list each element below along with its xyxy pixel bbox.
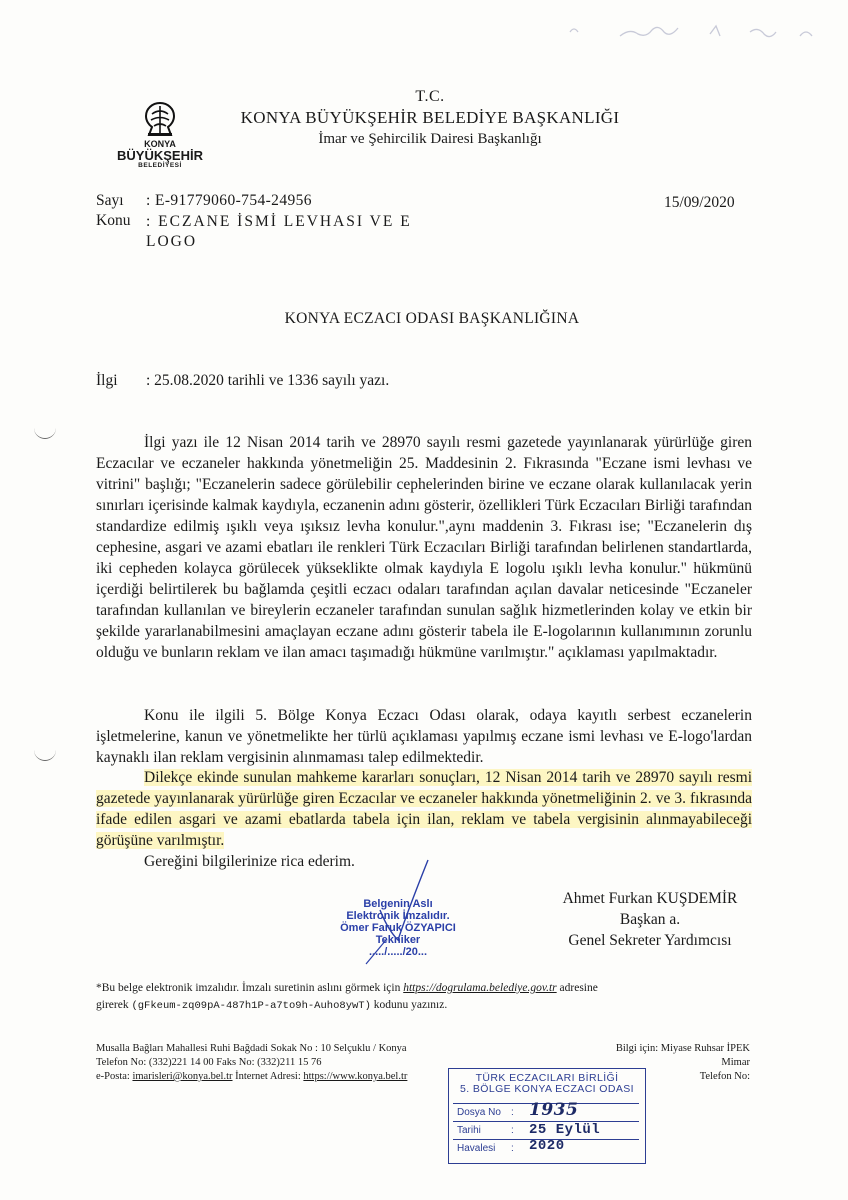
paragraph-1: İlgi yazı ile 12 Nisan 2014 tarih ve 28970 sayılı resmi gazetede yayınlanarak yürürlüğe giren Eczacılar ve eczaneler hakkında yönetmeliğin 25. Maddesinin 2. Fıkrasında "Eczane ismi levhası ve vitrini" başlığı; "Eczanelerin sadece görülebilir cephelerinden birine ve eczane olarak kullanılacak yerin sınırları içerisinde kalmak kaydıyla, eczanenin adını gösterir, özellikleri Türk Eczacıları Birliği tarafından standardize edilmiş ışıklı veya ışıksız levha konulur.",aynı maddenin 3. Fıkrası ise; "Eczanelerin dış cephesine, asgari ve azami ebatları ile renkleri Türk Eczacıları Birliği tarafından belirlenen standartlarda, iki cepheden kolayca görülecek yükseklikte olmak kaydıyla E logolu ışıklı levha konulur." hükmünü içerdiği belirtilerek bu bağlamda çeşitli eczacı odaları tarafından açılan davalar neticesinde "Eczaneler tarafından kullanılan ve bireylerin eczaneler tarafından sunulan sağlık hizmetlerinden kolay ve etkin bir şekilde yararlanabilmesini amaçlayan eczane adını gösterir tabela ile E-logolarının kullanımının zorunlu olduğu ve bunların reklam ve ilan amacı taşımadığı hükmüne varılmıştır." açıklaması yapılmaktadır. xyxy=(96,434,752,661)
header-institution: KONYA BÜYÜKŞEHİR BELEDİYE BAŞKANLIĞI xyxy=(240,108,620,127)
addressee: KONYA ECZACI ODASI BAŞKANLIĞINA xyxy=(284,310,580,327)
highlighted-text: Dilekçe ekinde sunulan mahkeme kararları sonuçları, 12 Nisan 2014 tarih ve 28970 sayılı resmi gazetede yayınlanarak yürürlüğe giren Eczacılar ve eczaneler hakkında yönetmeliğinin 2. ve 3. fıkrasında ifade edilen asgari ve azami ebatlarda tabela için ilan, reklam ve tabela vergisinin alınmayabileceği görüşüne varılmıştır. xyxy=(96,769,752,849)
margin-scribble xyxy=(560,10,830,50)
sayi-value: : E-91779060-754-24956 xyxy=(146,192,312,209)
stamp-row-havale xyxy=(453,1139,639,1158)
stamp-copy-line-3: Ömer Faruk ÖZYAPICI xyxy=(340,922,456,934)
email-link[interactable]: imarisleri@konya.bel.tr xyxy=(132,1071,233,1082)
paragraph-4: Gereğini bilgilerinize rica ederim. xyxy=(144,853,355,870)
dosya-label: Dosya No xyxy=(457,1107,501,1118)
dosya-value: 1935 xyxy=(529,1100,579,1120)
havale-label: Havalesi xyxy=(457,1143,496,1154)
havale-colon: : xyxy=(511,1143,514,1154)
web-link[interactable]: https://www.konya.bel.tr xyxy=(303,1071,408,1082)
sayi-label: Sayı xyxy=(96,192,124,209)
signatory-title-1: Başkan a. xyxy=(619,911,681,928)
contact-info: Bilgi için: Miyase Ruhsar İPEK xyxy=(615,1043,750,1054)
header-tc: T.C. xyxy=(415,88,445,105)
verification-code: (gFkeum-zq09pA-487h1P-a7to9h-Auho8ywT) xyxy=(131,1000,371,1012)
ilgi-label: İlgi xyxy=(96,372,118,389)
email-label: e-Posta: xyxy=(96,1071,130,1082)
signatory-title-2: Genel Sekreter Yardımcısı xyxy=(568,932,732,949)
stamp-title-2: 5. BÖLGE KONYA ECZACI ODASI xyxy=(460,1083,634,1095)
punch-hole-mark xyxy=(34,426,56,439)
contact-phone: Telefon No: xyxy=(699,1071,750,1082)
tarih-label: Tarihi xyxy=(457,1125,481,1136)
stamp-row-dosya xyxy=(453,1100,639,1122)
note-text-1: *Bu belge elektronik imzalıdır. İmzalı suretinin aslını görmek için xyxy=(96,982,401,994)
verification-note xyxy=(96,980,736,1015)
paragraph-3-highlighted xyxy=(96,767,752,851)
stamp-title-1: TÜRK ECZACILARI BİRLİĞİ xyxy=(475,1072,619,1084)
signatory-name: Ahmet Furkan KUŞDEMİR xyxy=(562,890,738,907)
stamp-copy-line-1: Belgenin Aslı xyxy=(363,898,433,910)
receipt-stamp xyxy=(448,1068,646,1164)
logo-line-1: KONYA xyxy=(144,139,176,149)
ilgi-value: : 25.08.2020 tarihli ve 1336 sayılı yazı. xyxy=(146,372,390,389)
stamp-copy-line-2: Elektronik İmzalıdır. xyxy=(346,910,450,922)
note-text-3: girerek xyxy=(96,999,129,1011)
note-text-2: adresine xyxy=(559,982,598,994)
header-department: İmar ve Şehircilik Dairesi Başkanlığı xyxy=(318,131,542,147)
copy-certification-stamp xyxy=(318,892,478,972)
note-text-4: kodunu yazınız. xyxy=(373,999,448,1011)
logo-line-2: BÜYÜKŞEHİR xyxy=(117,148,203,163)
stamp-copy-line-5: ...../...../20... xyxy=(368,946,428,958)
address-block xyxy=(96,1042,407,1084)
konu-label: Konu xyxy=(96,212,131,229)
address-line: Musalla Bağları Mahallesi Ruhi Bağdadi Sokak No : 10 Selçuklu / Konya xyxy=(96,1043,407,1054)
contact-role: Mimar xyxy=(721,1057,750,1068)
dosya-colon: : xyxy=(511,1107,514,1118)
document-date: 15/09/2020 xyxy=(664,194,735,211)
pen-check-icon xyxy=(318,852,478,972)
tarih-value: 25 Eylül 2020 xyxy=(529,1122,601,1154)
logo-line-3: BELEDİYESİ xyxy=(138,162,182,169)
web-label: İnternet Adresi: xyxy=(235,1071,301,1082)
stamp-copy-line-4: Tekniker xyxy=(375,934,421,946)
phone-fax-line: Telefon No: (332)221 14 00 Faks No: (332)211 15 76 xyxy=(96,1057,322,1068)
signature-block xyxy=(520,888,780,951)
paragraph-2: Konu ile ilgili 5. Bölge Konya Eczacı Odası olarak, odaya kayıtlı serbest eczanelerin işletmelerine, kanun ve yönetmelikte her türlü açıklaması yapılmış eczane ismi levhası ve E-logo'lardan kaynaklı ilan reklam vergisinin alınmaması talep edilmektedir. xyxy=(96,707,752,766)
rumi-emblem-icon xyxy=(138,100,182,140)
tarih-colon: : xyxy=(511,1125,514,1136)
verification-link[interactable]: https://dogrulama.belediye.gov.tr xyxy=(403,982,557,994)
konu-value: : ECZANE İSMİ LEVHASI VE E LOGO xyxy=(146,213,412,250)
punch-hole-mark xyxy=(34,748,56,761)
konya-logo xyxy=(110,100,210,180)
